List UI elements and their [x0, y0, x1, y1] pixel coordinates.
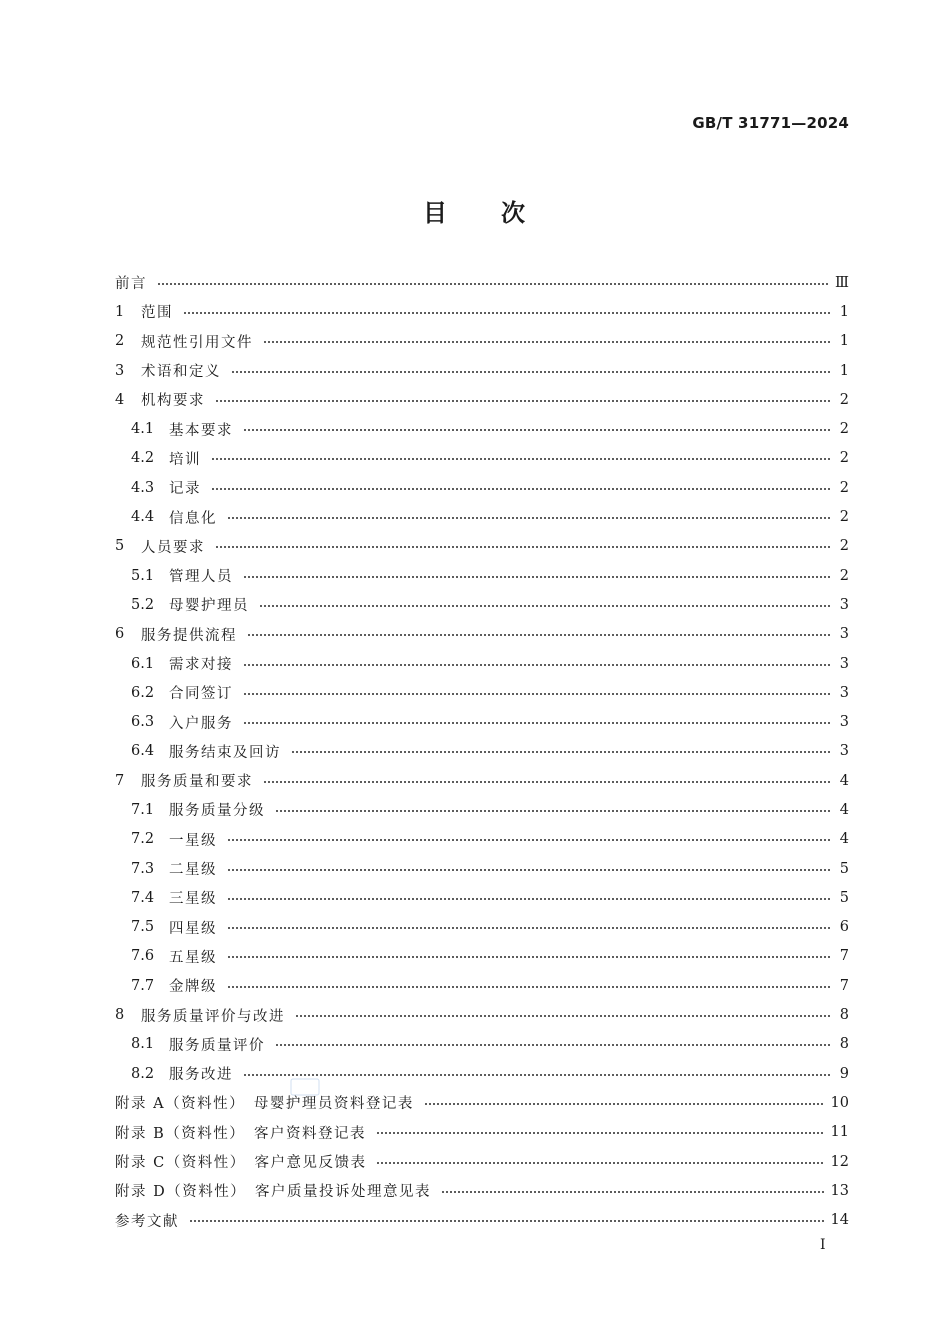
toc-entry-label: 基本要求	[169, 422, 233, 439]
toc-entry-label: 机构要求	[141, 393, 205, 410]
toc-entry-label: 附录 A（资料性） 母婴护理员资料登记表	[115, 1096, 414, 1113]
toc-entry-page: 2	[839, 509, 849, 526]
toc-entry-page: 7	[839, 948, 849, 965]
toc-dot-leader	[227, 869, 831, 871]
toc-entry-number: 4.1	[131, 421, 155, 438]
toc-dot-leader	[376, 1162, 824, 1164]
toc-entry-label: 金牌级	[169, 979, 217, 996]
toc-entry-label: 母婴护理员	[169, 598, 249, 615]
toc-dot-leader	[424, 1103, 825, 1105]
toc-entry-page: 2	[839, 450, 849, 467]
toc-dot-leader	[183, 312, 831, 314]
toc-entry-label: 合同签订	[169, 686, 233, 703]
toc-entry[interactable]	[115, 473, 849, 502]
toc-entry-number: 8.2	[131, 1065, 155, 1082]
toc-dot-leader	[227, 898, 831, 900]
toc-dot-leader	[263, 341, 831, 343]
toc-entry-page: 3	[839, 714, 849, 731]
toc-entry-page: 2	[839, 391, 849, 408]
toc-entry-label: 服务质量评价与改进	[141, 1008, 285, 1025]
toc-entry-number: 7.3	[131, 860, 155, 877]
toc-entry-page: 9	[839, 1065, 849, 1082]
toc-dot-leader	[231, 371, 831, 373]
toc-entry-number: 1	[115, 303, 125, 320]
toc-entry-label: 记录	[169, 481, 201, 498]
toc-entry[interactable]	[115, 385, 849, 414]
toc-entry-label: 四星级	[169, 920, 217, 937]
toc-entry[interactable]	[115, 1000, 849, 1029]
toc-entry-number: 4.3	[131, 479, 155, 496]
toc-entry-number: 6.2	[131, 684, 155, 701]
toc-entry-label: 规范性引用文件	[141, 334, 253, 351]
toc-entry[interactable]	[115, 1176, 849, 1205]
toc-entry[interactable]	[115, 1088, 849, 1117]
toc-entry-label: 术语和定义	[141, 364, 221, 381]
page-title: 目 次	[423, 198, 527, 227]
toc-entry-label: 人员要求	[141, 539, 205, 556]
toc-entry-number: 4.4	[131, 509, 155, 526]
toc-entry[interactable]	[115, 327, 849, 356]
toc-entry-page: Ⅲ	[835, 274, 849, 291]
toc-entry-page: 2	[839, 421, 849, 438]
toc-entry-label: 信息化	[169, 510, 217, 527]
toc-entry-label: 服务质量分级	[169, 803, 265, 820]
toc-entry-number: 7.5	[131, 919, 155, 936]
toc-entry-number: 6.4	[131, 743, 155, 760]
toc-entry-number: 7.2	[131, 831, 155, 848]
toc-entry[interactable]	[115, 1118, 849, 1147]
toc-entry-page: 3	[839, 626, 849, 643]
toc-entry-page: 1	[839, 303, 849, 320]
toc-entry-number: 2	[115, 333, 125, 350]
toc-dot-leader	[227, 927, 831, 929]
toc-dot-leader	[263, 781, 831, 783]
toc-entry[interactable]	[115, 795, 849, 824]
toc-entry-number: 7.4	[131, 889, 155, 906]
toc-entry-number: 8	[115, 1007, 125, 1024]
toc-dot-leader	[247, 634, 831, 636]
toc-entry[interactable]	[115, 1147, 849, 1176]
toc-entry-page: 1	[839, 333, 849, 350]
toc-dot-leader	[275, 810, 831, 812]
toc-entry[interactable]	[115, 854, 849, 883]
toc-entry[interactable]	[115, 268, 849, 297]
toc-entry-page: 5	[839, 889, 849, 906]
toc-dot-leader	[441, 1191, 825, 1193]
toc-entry[interactable]	[115, 942, 849, 971]
toc-entry-page: 14	[830, 1212, 849, 1229]
toc-entry-label: 管理人员	[169, 569, 233, 586]
footer-page-number: I	[820, 1237, 826, 1253]
toc-entry[interactable]	[115, 971, 849, 1000]
toc-dot-leader	[215, 400, 831, 402]
toc-entry-number: 5.2	[131, 596, 155, 613]
toc-entry-label: 附录 B（资料性） 客户资料登记表	[115, 1125, 367, 1142]
toc-entry-number: 6.3	[131, 714, 155, 731]
toc-entry-page: 10	[830, 1094, 849, 1111]
toc-entry[interactable]	[115, 1030, 849, 1059]
toc-dot-leader	[157, 283, 829, 285]
toc-entry-label: 参考文献	[115, 1213, 179, 1230]
toc-dot-leader	[243, 576, 831, 578]
toc-entry-page: 2	[839, 567, 849, 584]
toc-entry-page: 4	[839, 831, 849, 848]
toc-entry-number: 7.7	[131, 977, 155, 994]
toc-entry-label: 五星级	[169, 949, 217, 966]
toc-entry-label: 入户服务	[169, 715, 233, 732]
toc-dot-leader	[275, 1044, 831, 1046]
toc-entry-page: 11	[830, 1124, 849, 1141]
toc-entry-label: 前言	[115, 276, 147, 293]
toc-entry-number: 7	[115, 772, 125, 789]
toc-entry-page: 2	[839, 479, 849, 496]
toc-entry-page: 3	[839, 743, 849, 760]
toc-entry[interactable]	[115, 532, 849, 561]
toc-entry-page: 5	[839, 860, 849, 877]
toc-entry-number: 6	[115, 626, 125, 643]
toc-entry-number: 7.1	[131, 801, 155, 818]
toc-entry-label: 一星级	[169, 832, 217, 849]
toc-entry[interactable]	[115, 502, 849, 531]
toc-entry-number: 5.1	[131, 567, 155, 584]
toc-dot-leader	[211, 458, 831, 460]
toc-entry-page: 3	[839, 684, 849, 701]
toc-entry-number: 5	[115, 538, 125, 555]
toc-dot-leader	[291, 751, 831, 753]
toc-entry-label: 服务结束及回访	[169, 744, 281, 761]
toc-entry-label: 附录 D（资料性） 客户质量投诉处理意见表	[115, 1184, 431, 1201]
toc-dot-leader	[243, 664, 831, 666]
toc-entry-page: 12	[830, 1153, 849, 1170]
toc-entry[interactable]	[115, 561, 849, 590]
toc-entry-page: 3	[839, 596, 849, 613]
toc-entry-page: 13	[830, 1182, 849, 1199]
toc-entry-label: 需求对接	[169, 657, 233, 673]
toc-entry[interactable]	[115, 414, 849, 443]
toc-dot-leader	[215, 546, 831, 548]
toc-entry-page: 2	[839, 538, 849, 555]
toc-entry[interactable]	[115, 297, 849, 326]
toc-entry[interactable]	[115, 620, 849, 649]
toc-entry-number: 6.1	[131, 655, 155, 672]
toc-entry-number: 3	[115, 362, 125, 379]
toc-dot-leader	[243, 693, 831, 695]
toc-entry[interactable]	[115, 737, 849, 766]
toc-entry[interactable]	[115, 913, 849, 942]
toc-entry[interactable]	[115, 649, 849, 678]
toc-entry-page: 7	[839, 977, 849, 994]
toc-entry-page: 1	[839, 362, 849, 379]
watermark-logo	[290, 1077, 320, 1097]
toc-dot-leader	[243, 429, 831, 431]
toc-entry-page: 3	[839, 655, 849, 672]
toc-entry-label: 附录 C（资料性） 客户意见反馈表	[115, 1155, 367, 1172]
toc-entry-label: 服务提供流程	[141, 627, 237, 644]
toc-dot-leader	[227, 839, 831, 841]
toc-dot-leader	[211, 488, 831, 490]
toc-entry-label: 服务质量和要求	[141, 774, 253, 791]
toc-entry[interactable]	[115, 444, 849, 473]
toc-dot-leader	[227, 986, 831, 988]
toc-entry[interactable]	[115, 356, 849, 385]
toc-entry-page: 8	[839, 1036, 849, 1053]
standard-number: GB/T 31771—2024	[692, 114, 849, 132]
toc-dot-leader	[189, 1220, 825, 1222]
toc-entry[interactable]	[115, 1206, 849, 1235]
table-of-contents	[115, 268, 849, 1235]
toc-entry-page: 8	[839, 1007, 849, 1024]
toc-entry-label: 服务改进	[169, 1067, 233, 1084]
toc-entry-page: 6	[839, 919, 849, 936]
toc-entry-page: 4	[839, 801, 849, 818]
toc-entry[interactable]	[115, 1059, 849, 1088]
toc-entry-number: 4.2	[131, 450, 155, 467]
toc-dot-leader	[227, 956, 831, 958]
toc-entry[interactable]	[115, 766, 849, 795]
toc-entry[interactable]	[115, 678, 849, 707]
toc-entry-label: 培训	[169, 451, 201, 468]
toc-dot-leader	[243, 722, 831, 724]
toc-dot-leader	[259, 605, 831, 607]
toc-dot-leader	[227, 517, 831, 519]
toc-entry-number: 4	[115, 391, 125, 408]
toc-dot-leader	[376, 1132, 825, 1134]
toc-dot-leader	[243, 1074, 831, 1076]
toc-entry-label: 服务质量评价	[169, 1037, 265, 1054]
toc-entry-number: 8.1	[131, 1036, 155, 1053]
toc-entry[interactable]	[115, 590, 849, 619]
toc-entry-label: 三星级	[169, 891, 217, 908]
toc-dot-leader	[295, 1015, 831, 1017]
toc-entry-label: 二星级	[169, 862, 217, 879]
toc-entry[interactable]	[115, 825, 849, 854]
toc-entry-page: 4	[839, 772, 849, 789]
toc-entry[interactable]	[115, 707, 849, 736]
toc-entry-number: 7.6	[131, 948, 155, 965]
toc-entry[interactable]	[115, 883, 849, 912]
toc-entry-label: 范围	[141, 305, 173, 322]
